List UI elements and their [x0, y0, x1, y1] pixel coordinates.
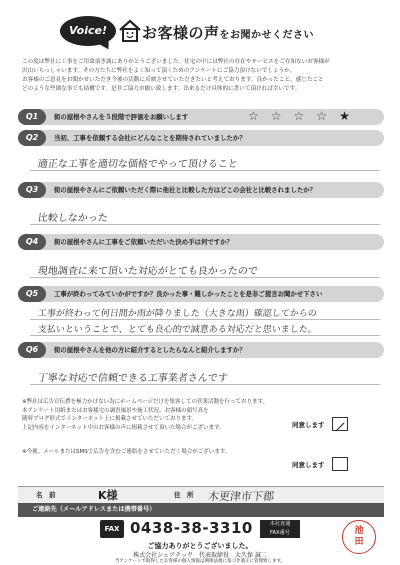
contact-note: ※今後、メールまたはSMSで広告を含むご連絡をさせていただく場合がございます。: [22, 449, 231, 455]
fax-number: 0438-38-3310: [130, 519, 253, 537]
question-number: Q2: [18, 130, 46, 146]
answer-line: [30, 335, 380, 336]
fax-block: [100, 520, 300, 538]
question-number: Q3: [18, 182, 46, 198]
question-text: 街の屋根やさんを５段階で評価をお願いします: [54, 113, 189, 121]
fax-tag-line: 本社直通: [269, 521, 291, 527]
question-number: Q1: [18, 109, 46, 125]
answer-text[interactable]: 工事が終わって何日間か雨が降りました（大きな雨）確認してからの: [37, 309, 318, 319]
contact-field[interactable]: ご連絡先（メールアドレスまたは携帯番号）: [18, 503, 384, 517]
question-number: Q5: [18, 286, 46, 302]
name-address-bar: [18, 486, 384, 504]
star-filled-icon[interactable]: ★: [339, 109, 362, 123]
question-text: 当初、工事を依頼する会社にどんなことを期待されていましたか？: [54, 134, 246, 142]
answer-text[interactable]: 比較しなかった: [37, 213, 109, 224]
intro-line: この度は弊社に工事をご用命頂き誠にありがとうございました。住宅の中には弊社の存在やサービスをご存知ないお客様が: [22, 59, 330, 65]
note-line: 本アンケート用紙またはお客様宅の調査風景や施工状況、お客様の顔写真を: [22, 407, 209, 414]
answer-line: [30, 224, 380, 225]
thanks-text: ご協力ありがとうございました。: [147, 542, 253, 550]
intro-line: どのような些細な事でも結構です。是非ご協力お願い致します。出来るだけ具体的に書いて頂ければ幸いです。: [22, 86, 301, 92]
question-text: 工事が終わってみていかがですか？良かった事・難しかったことを是非ご提言お聞かせ下さい: [54, 290, 323, 298]
answer-text[interactable]: 支払いということで、とても良心的で誠意ある対応だと思いました。: [37, 325, 318, 335]
fax-icon: FAX: [100, 520, 124, 538]
answer-line: [30, 277, 380, 278]
star-icon[interactable]: ☆: [316, 109, 340, 123]
agree-label: 同意します: [292, 461, 325, 469]
title-main: お客様の声: [142, 24, 220, 42]
fax-tag-line: FAX番号: [270, 530, 290, 536]
intro-line: 沢山いらっしゃいます。その方たちに弊社をよく知って頂くためのアンケートにご協力頂けないでしょうか。: [22, 68, 296, 74]
answer-line: [30, 319, 380, 320]
privacy-notes: [22, 398, 268, 432]
title-sub: をお聞かせください: [219, 30, 315, 41]
stamp-char: 池: [354, 526, 364, 536]
company-text: 株式会社シェアテック 代表取締役 大久保 誠二: [133, 552, 267, 559]
intro-text: [22, 58, 384, 94]
agree-checkbox[interactable]: [332, 417, 348, 431]
answer-text[interactable]: 現地調査に来て頂いた対応がとても良かったので: [37, 266, 259, 277]
page-title: [142, 22, 314, 43]
star-icon[interactable]: ☆: [293, 109, 317, 123]
question-number: Q4: [18, 234, 46, 250]
address-label: 住 所: [174, 491, 194, 499]
note-line: 上記内容をインターネット中のお客様の声に掲載させて頂いた場合がございます。: [22, 424, 225, 431]
name-value[interactable]: K様: [98, 489, 118, 502]
question-text: 街の屋根やさんにご依頼いただく際に他社と比較した方はどこの会社と比較されましたか？: [54, 186, 317, 194]
header: [60, 10, 360, 58]
question-text: 街の屋根やさんに工事をご依頼いただいた決め手は何ですか？: [54, 238, 233, 246]
agree-checkbox[interactable]: [332, 457, 348, 471]
check-mark-icon: [333, 421, 347, 433]
question-3: [18, 182, 384, 230]
question-2: [18, 130, 384, 178]
question-number: Q6: [18, 342, 46, 358]
fax-tag: [260, 520, 300, 538]
question-text: 街の屋根やさんを他の方に紹介するとしたらなんと紹介しますか？: [54, 346, 246, 354]
question-4: [18, 234, 384, 282]
answer-line: [30, 170, 380, 171]
star-rating[interactable]: [248, 109, 362, 123]
address-value[interactable]: 木更津市下郡: [207, 490, 275, 503]
answer-text[interactable]: 丁寧な対応で信頼できる工事業者さんです: [37, 373, 229, 384]
answer-line: [30, 384, 380, 385]
note-line: ※弊社は広告宣伝費を極力かけない為にホームページだけを集客しての営業活動を行っております。: [22, 399, 269, 405]
star-icon[interactable]: ☆: [248, 109, 271, 123]
name-label: 名 前: [36, 491, 56, 499]
stamp-char: 田: [354, 537, 364, 547]
voice-badge: Voice!: [60, 16, 116, 46]
question-6: [18, 342, 384, 392]
answer-text[interactable]: 適正な工事を適切な価格でやって頂けること: [37, 159, 239, 170]
question-5: [18, 286, 384, 338]
intro-line: お客様のご意見をお聞かせいただき今後の活動に反映させていただきたいと考えております。良かったこと、感じたこと: [22, 77, 324, 83]
note-line: 随時ブログ形式でインターネット上に掲載させていただいております。: [22, 416, 198, 422]
star-icon[interactable]: ☆: [270, 109, 294, 123]
agree-label: 同意します: [292, 421, 325, 429]
house-smile-icon: [118, 18, 142, 44]
privacy-footer: 当アンケートで取得したお客様の個人情報は関係法規に基づき適正に管理致します。: [114, 559, 286, 564]
